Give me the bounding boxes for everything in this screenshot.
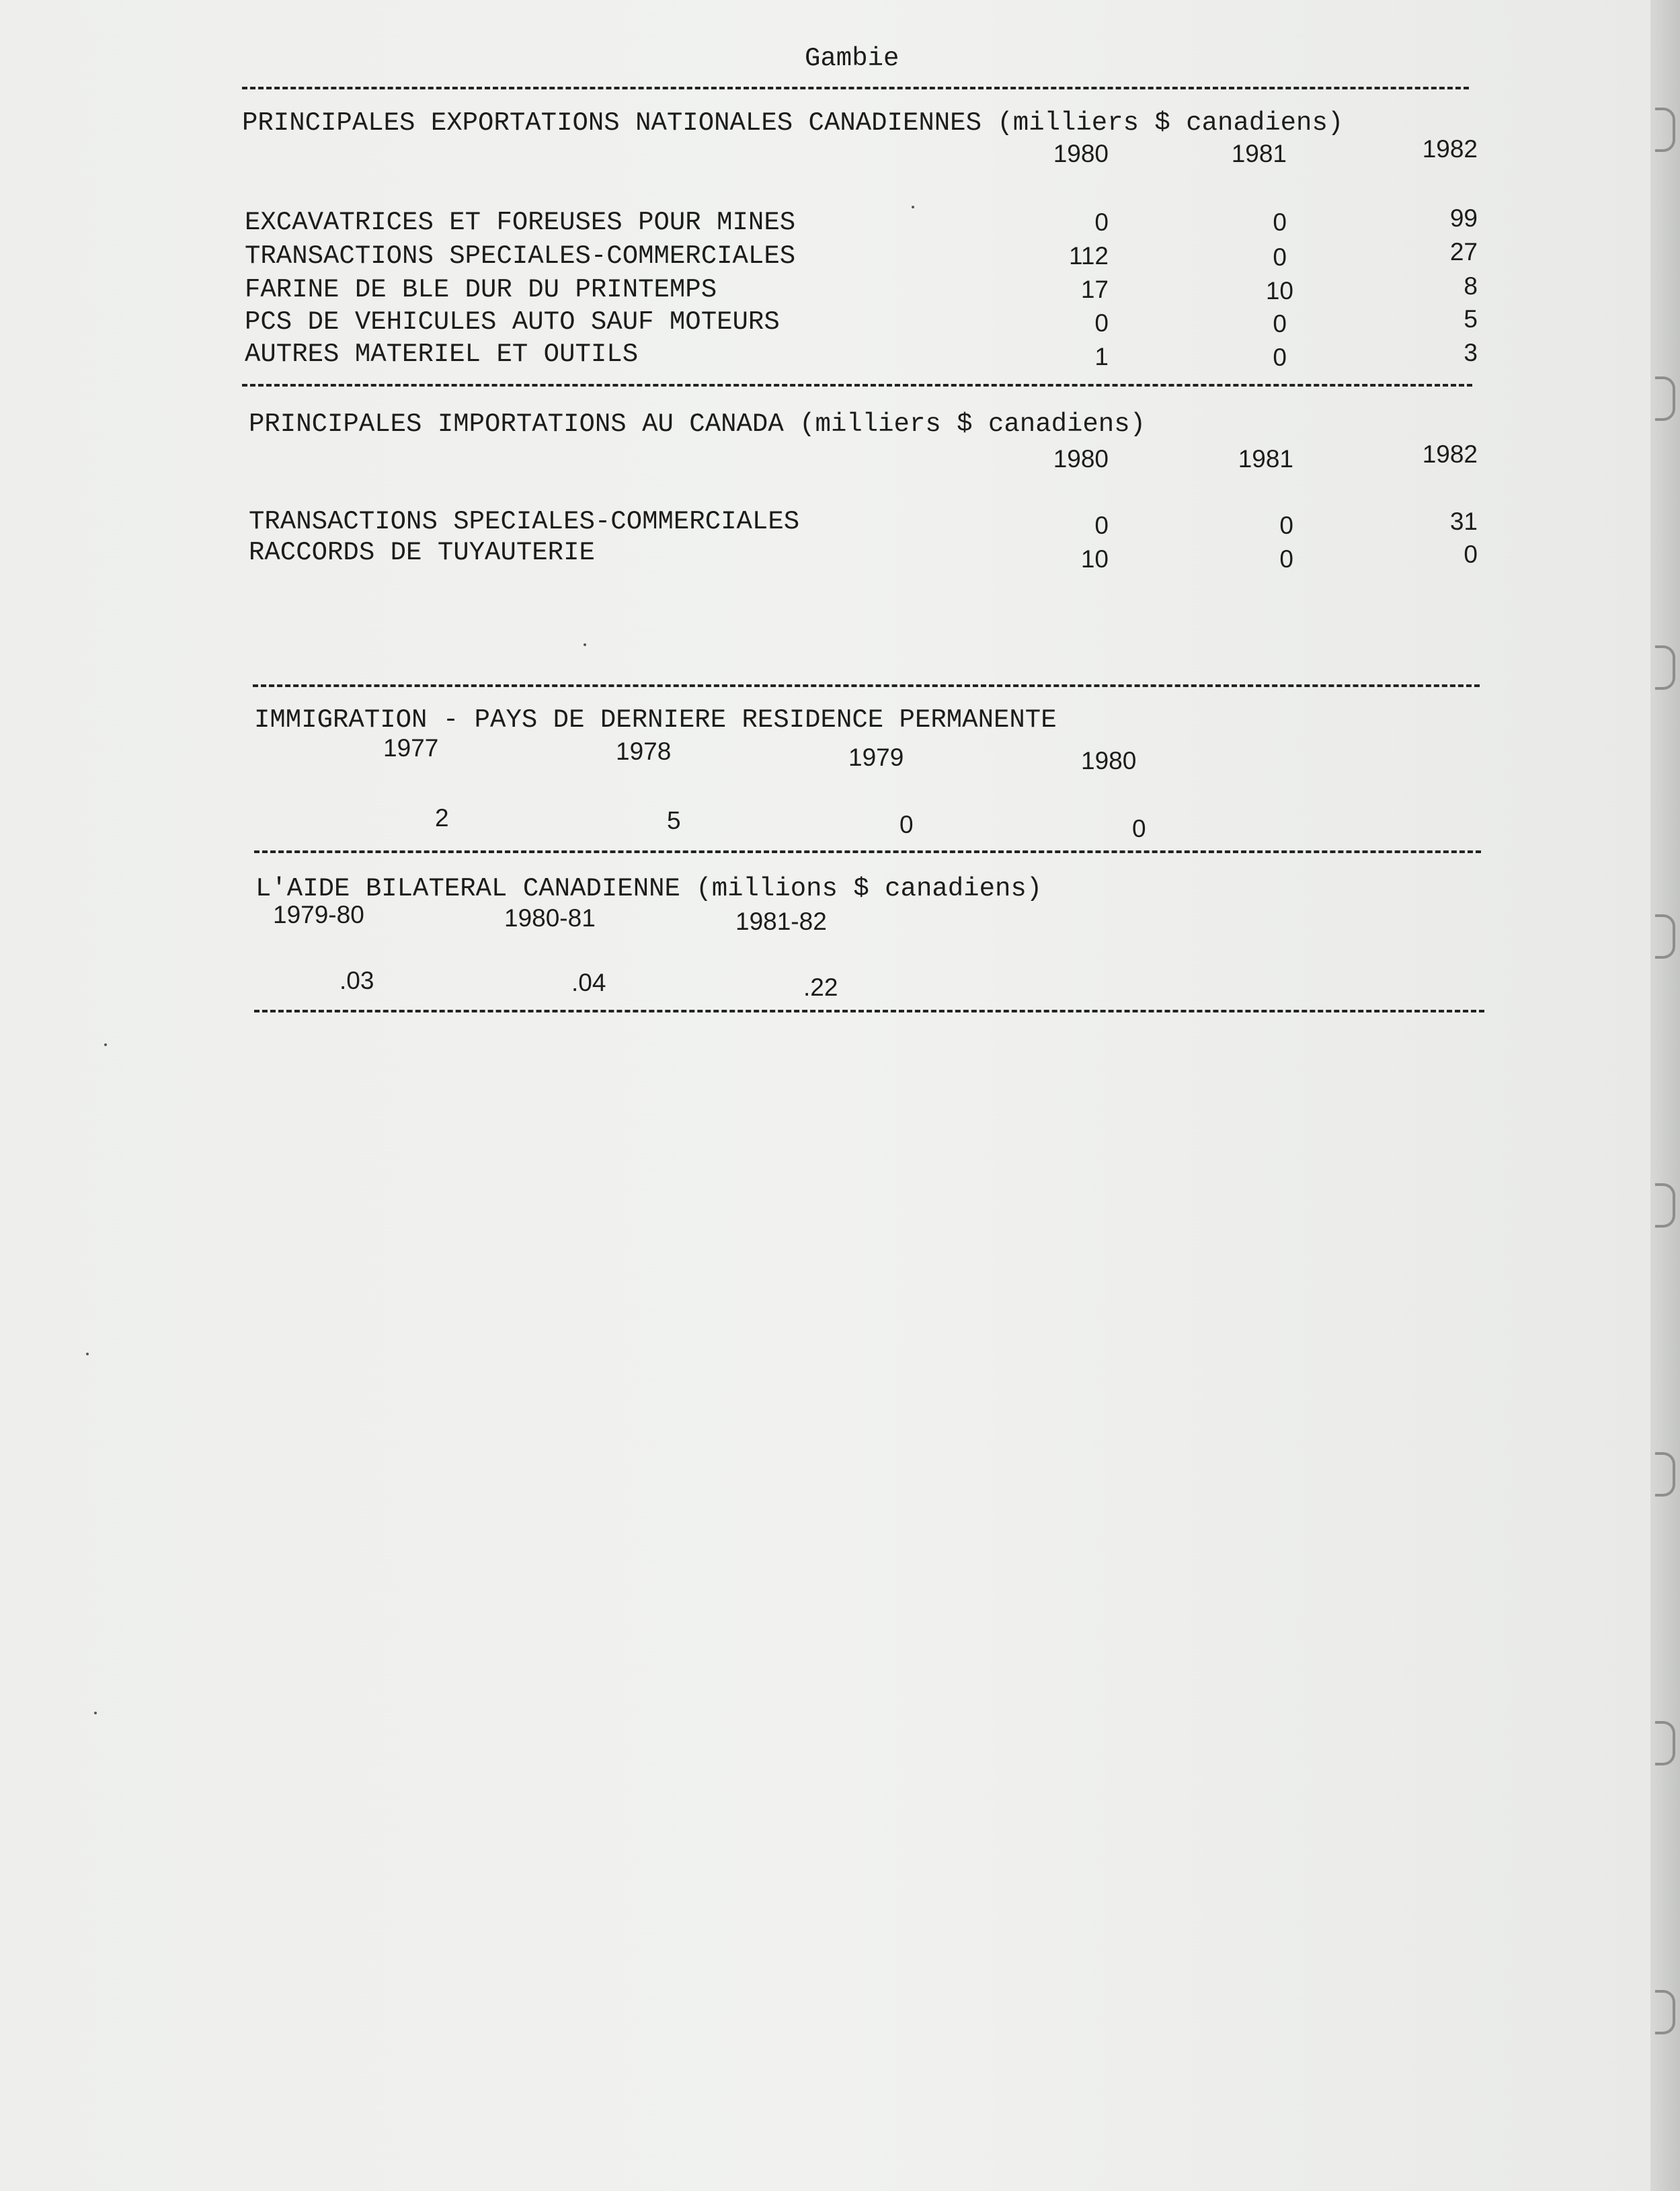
exports-row-label: EXCAVATRICES ET FOREUSES POUR MINES	[245, 208, 796, 237]
imports-row-label: RACCORDS DE TUYAUTERIE	[249, 538, 595, 567]
separator-rule	[254, 1010, 1484, 1012]
immigration-year: 1978	[616, 738, 672, 765]
exports-year-header: 1981	[1231, 140, 1287, 167]
exports-cell: 3	[1464, 339, 1478, 366]
imports-year-header: 1980	[1053, 445, 1109, 473]
exports-cell: 17	[1080, 276, 1109, 303]
binding-ring	[1655, 108, 1675, 152]
stray-mark	[584, 643, 586, 646]
exports-row-label: AUTRES MATERIEL ET OUTILS	[245, 340, 639, 369]
aid-year: 1979-80	[273, 901, 364, 928]
aid-value: .22	[803, 973, 838, 1001]
imports-row-label: TRANSACTIONS SPECIALES-COMMERCIALES	[249, 507, 800, 536]
exports-cell: 0	[1273, 344, 1287, 371]
exports-cell: 99	[1449, 204, 1478, 232]
exports-cell: 8	[1464, 272, 1478, 300]
exports-year-header: 1982	[1422, 135, 1478, 163]
exports-cell: 0	[1273, 243, 1287, 271]
immigration-value: 0	[899, 811, 914, 838]
aid-year: 1980-81	[504, 904, 596, 932]
aid-title: L'AIDE BILATERAL CANADIENNE (millions $ canadiens)	[255, 874, 1043, 904]
country-title: Gambie	[805, 44, 899, 73]
exports-row-label: TRANSACTIONS SPECIALES-COMMERCIALES	[245, 241, 796, 271]
separator-rule	[254, 850, 1481, 853]
imports-year-header: 1981	[1238, 445, 1293, 473]
binding-ring	[1655, 1721, 1675, 1765]
imports-cell: 31	[1449, 508, 1478, 535]
exports-cell: 0	[1094, 309, 1109, 337]
binding-ring	[1655, 645, 1675, 690]
imports-cell: 0	[1279, 512, 1293, 539]
exports-cell: 0	[1273, 208, 1287, 236]
imports-cell: 0	[1279, 545, 1293, 573]
stray-mark	[86, 1353, 89, 1355]
immigration-title: IMMIGRATION - PAYS DE DERNIERE RESIDENCE PERMANENTE	[254, 705, 1057, 735]
immigration-value: 5	[667, 807, 681, 834]
immigration-value: 0	[1132, 815, 1146, 842]
exports-title: PRINCIPALES EXPORTATIONS NATIONALES CANADIENNES (milliers $ canadiens)	[242, 108, 1344, 138]
imports-cell: 0	[1464, 541, 1478, 568]
exports-cell: 0	[1094, 208, 1109, 236]
exports-row-label: PCS DE VEHICULES AUTO SAUF MOTEURS	[245, 307, 780, 337]
binding-ring	[1655, 1452, 1675, 1497]
binding-ring	[1655, 1183, 1675, 1228]
immigration-year: 1980	[1081, 747, 1137, 774]
imports-year-header: 1982	[1422, 440, 1478, 468]
imports-cell: 0	[1094, 512, 1109, 539]
exports-cell: 10	[1265, 277, 1293, 305]
imports-cell: 10	[1080, 545, 1109, 573]
binding-ring	[1655, 376, 1675, 421]
stray-mark	[94, 1712, 97, 1714]
separator-rule	[242, 384, 1472, 387]
immigration-value: 2	[435, 804, 449, 832]
aid-year: 1981-82	[735, 908, 827, 935]
separator-rule	[242, 87, 1469, 89]
immigration-year: 1977	[383, 734, 439, 762]
exports-cell: 0	[1273, 310, 1287, 337]
exports-year-header: 1980	[1053, 140, 1109, 167]
separator-rule	[253, 684, 1480, 687]
binding-ring	[1655, 1990, 1675, 2034]
spiral-binding	[1650, 0, 1680, 2191]
stray-mark	[912, 206, 914, 208]
exports-cell: 1	[1094, 343, 1109, 370]
imports-title: PRINCIPALES IMPORTATIONS AU CANADA (milliers $ canadiens)	[249, 409, 1146, 439]
aid-value: .03	[339, 967, 374, 994]
stray-mark	[104, 1043, 107, 1046]
immigration-year: 1979	[848, 744, 904, 771]
exports-cell: 5	[1464, 305, 1478, 333]
aid-value: .04	[571, 969, 606, 996]
binding-ring	[1655, 914, 1675, 959]
exports-cell: 112	[1069, 242, 1109, 270]
exports-row-label: FARINE DE BLE DUR DU PRINTEMPS	[245, 275, 717, 305]
exports-cell: 27	[1449, 238, 1478, 266]
